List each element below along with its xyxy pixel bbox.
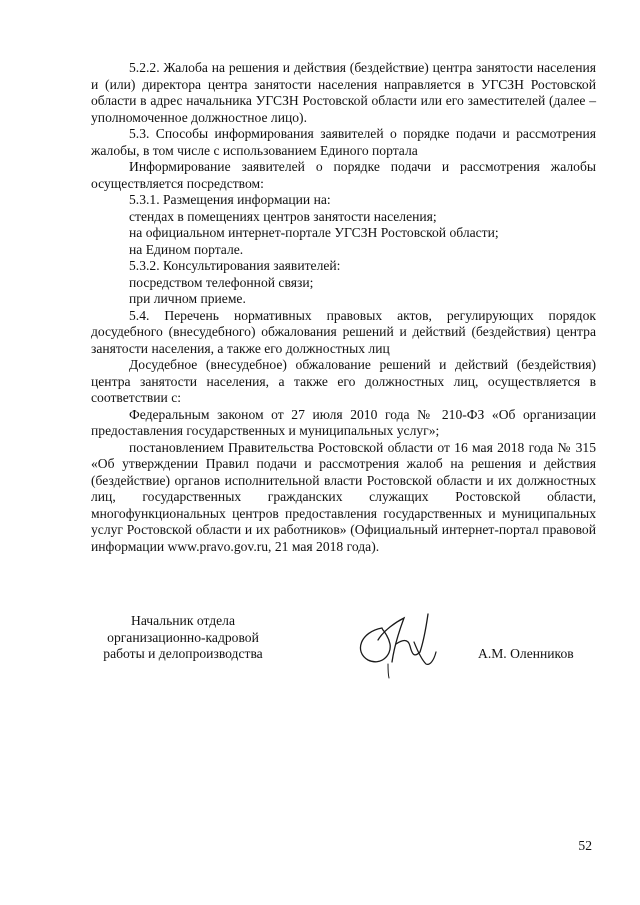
signatory-position-line: Начальник отдела — [131, 613, 235, 628]
paragraph: на официальном интернет-портале УГСЗН Ростовской области; — [129, 225, 499, 240]
paragraph: постановлением Правительства Ростовской области от 16 мая 2018 года № 315 «Об утверждении Правил подачи и рассмотрения жалоб на решения и действия (бездействие) органов исполнительной власти Ростовской области и их должностных лиц, государственных гражданских служащих Ростовской области, многофункциональных центров предоставления государственных и муниципальных услуг Ростовской области и их работников» (Официальный интернет-портал правовой информации www.pravo.gov.ru, 21 мая 2018 года). — [91, 439, 596, 554]
paragraph: 5.4. Перечень нормативных правовых актов, регулирующих порядок досудебного (внесудебного) обжалования решений и действий (бездействия) центра занятости населения, а также его должностных лиц — [91, 307, 596, 356]
signatory-position-line: работы и делопроизводства — [103, 646, 263, 661]
page-number: 52 — [578, 838, 592, 853]
paragraph: 5.3.1. Размещения информации на: — [129, 192, 331, 207]
paragraph: Информирование заявителей о порядке подачи и рассмотрения жалобы осуществляется посредством: — [91, 159, 596, 191]
paragraph: 5.3. Способы информирования заявителей о порядке подачи и рассмотрения жалобы, в том числе с использованием Единого портала — [91, 126, 596, 158]
paragraph: на Едином портале. — [129, 241, 244, 257]
paragraph: 5.3.2. Консультирования заявителей: — [129, 258, 341, 273]
paragraph: при личном приеме. — [129, 291, 246, 306]
handwritten-signature-icon — [352, 600, 442, 680]
paragraph: Досудебное (внесудебное) обжалование решений и действий (бездействия) центра занятости населения, а также его должностных лиц, осуществляется в соответствии с: — [91, 357, 596, 405]
paragraph: посредством телефонной связи; — [129, 274, 314, 290]
paragraph: 5.2.2. Жалоба на решения и действия (бездействие) центра занятости населения и (или) директора центра занятости населения направляется в УГСЗН Ростовской области в адрес начальника УГСЗН Ростовской области или его заместителей (далее – уполномоченное должностное лицо). — [91, 60, 596, 125]
signatory-name: А.М. Оленников — [478, 646, 574, 661]
paragraph: Федеральным законом от 27 июля 2010 года № 210-ФЗ «Об организации предоставления государственных и муниципальных услуг»; — [91, 406, 596, 438]
paragraph: стендах в помещениях центров занятости населения; — [129, 208, 437, 224]
signatory-position — [88, 613, 278, 663]
signatory-position-line: организационно-кадровой — [107, 629, 259, 645]
document-body — [91, 60, 596, 555]
